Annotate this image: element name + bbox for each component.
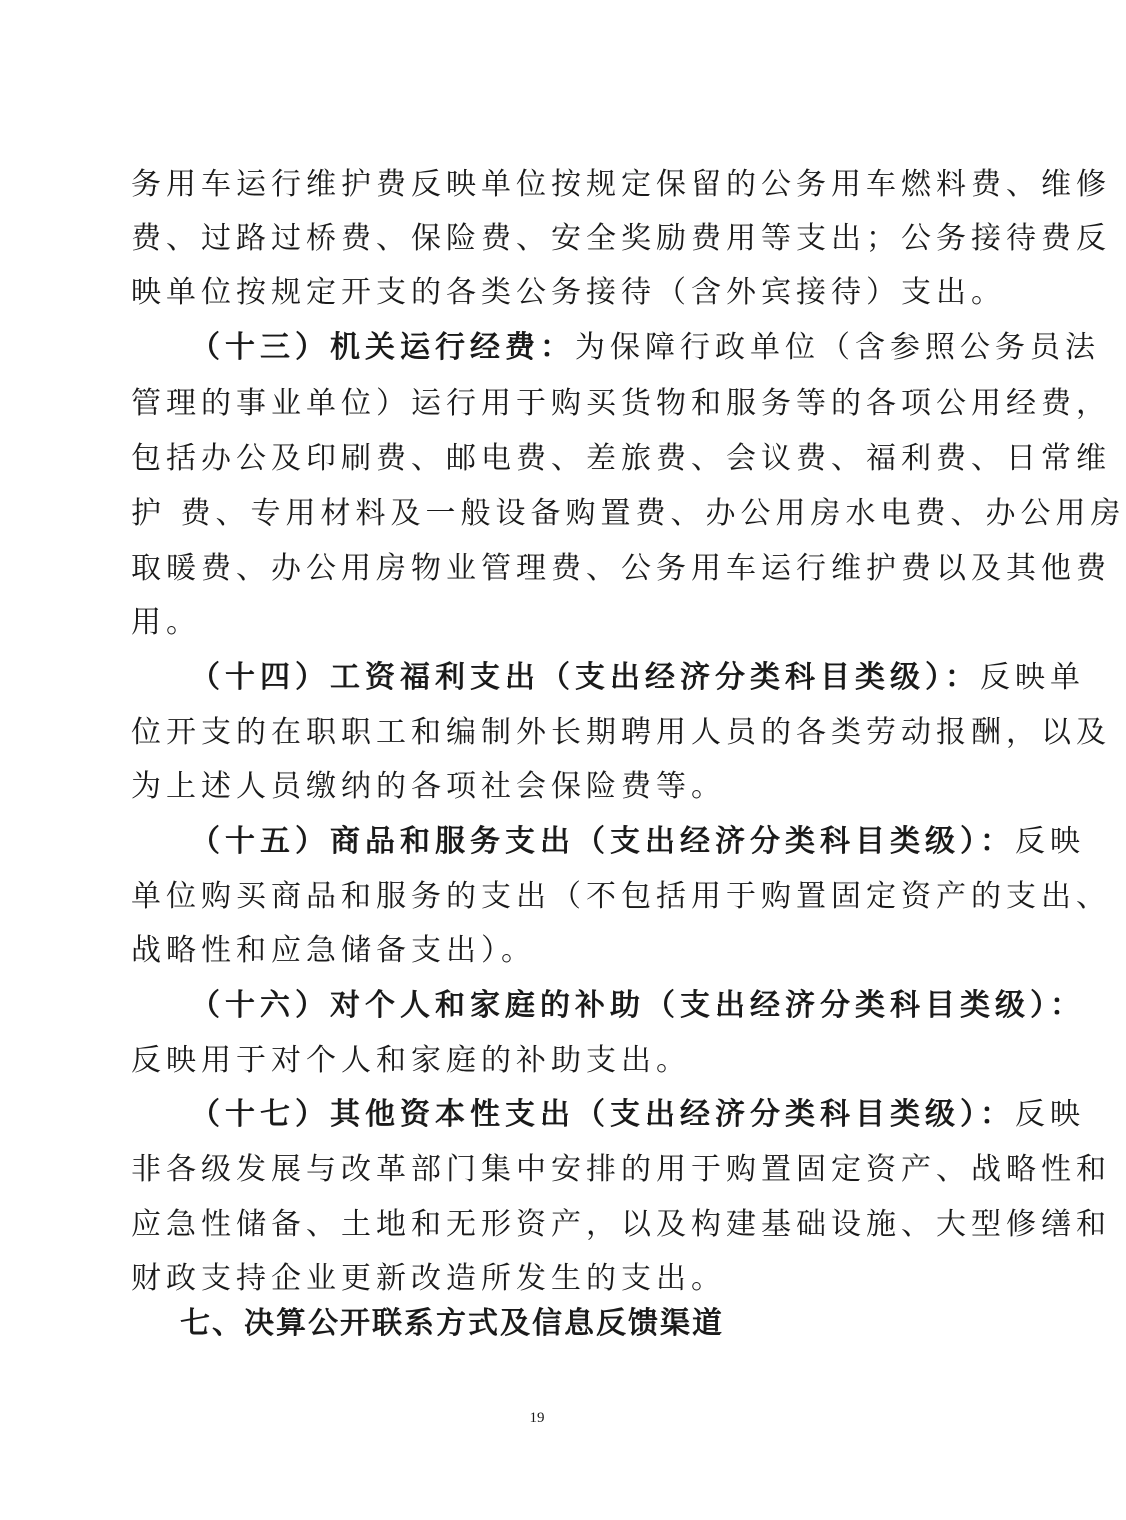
paragraph-text: 反映单 <box>980 660 1085 695</box>
paragraph-text: 为保障行政单位（含参照公务员法 <box>575 330 1100 365</box>
paragraph-title: （十三）机关运行经费： <box>190 330 575 365</box>
paragraph-line: 应急性储备、土地和无形资产，以及构建基础设施、大型修缮和 <box>131 1207 1111 1242</box>
paragraph-title: （十四）工资福利支出（支出经济分类科目类级）： <box>190 660 980 695</box>
paragraph-line: 非各级发展与改革部门集中安排的用于购置固定资产、战略性和 <box>131 1152 1111 1187</box>
paragraph-text: 反映 <box>1015 824 1085 859</box>
paragraph-line: 财政支持企业更新改造所发生的支出。 <box>131 1261 726 1296</box>
paragraph-first-line <box>190 822 1085 862</box>
paragraph-line: 映单位按规定开支的各类公务接待（含外宾接待）支出。 <box>131 275 1006 310</box>
paragraph-line: 反映用于对个人和家庭的补助支出。 <box>131 1043 691 1078</box>
section-heading: 七、决算公开联系方式及信息反馈渠道 <box>180 1306 724 1341</box>
paragraph-line: 用。 <box>131 605 201 640</box>
paragraph-line: 为上述人员缴纳的各项社会保险费等。 <box>131 769 726 804</box>
paragraph-line: 取暖费、办公用房物业管理费、公务用车运行维护费以及其他费 <box>131 551 1111 586</box>
paragraph-title: （十七）其他资本性支出（支出经济分类科目类级）： <box>190 1097 1015 1132</box>
paragraph-title: （十五）商品和服务支出（支出经济分类科目类级）： <box>190 824 1015 859</box>
paragraph-first-line <box>190 986 1085 1026</box>
paragraph-line: 位开支的在职职工和编制外长期聘用人员的各类劳动报酬，以及 <box>131 715 1111 750</box>
paragraph-line: 包括办公及印刷费、邮电费、差旅费、会议费、福利费、日常维 <box>131 441 1111 476</box>
page-number: 19 <box>529 1410 545 1426</box>
paragraph-line: 护 费、专用材料及一般设备购置费、办公用房水电费、办公用房 <box>131 496 1126 531</box>
paragraph-first-line <box>190 328 1100 368</box>
paragraph-line: 费、过路过桥费、保险费、安全奖励费用等支出；公务接待费反 <box>131 221 1111 256</box>
paragraph-line: 务用车运行维护费反映单位按规定保留的公务用车燃料费、维修 <box>131 167 1111 202</box>
paragraph-text: 反映 <box>1015 1097 1085 1132</box>
paragraph-first-line <box>190 1095 1085 1135</box>
paragraph-first-line <box>190 658 1085 698</box>
paragraph-line: 管理的事业单位）运行用于购买货物和服务等的各项公用经费， <box>131 386 1111 421</box>
paragraph-line: 战略性和应急储备支出）。 <box>131 933 536 968</box>
paragraph-title: （十六）对个人和家庭的补助（支出经济分类科目类级）： <box>190 988 1085 1023</box>
paragraph-line: 单位购买商品和服务的支出（不包括用于购置固定资产的支出、 <box>131 879 1111 914</box>
